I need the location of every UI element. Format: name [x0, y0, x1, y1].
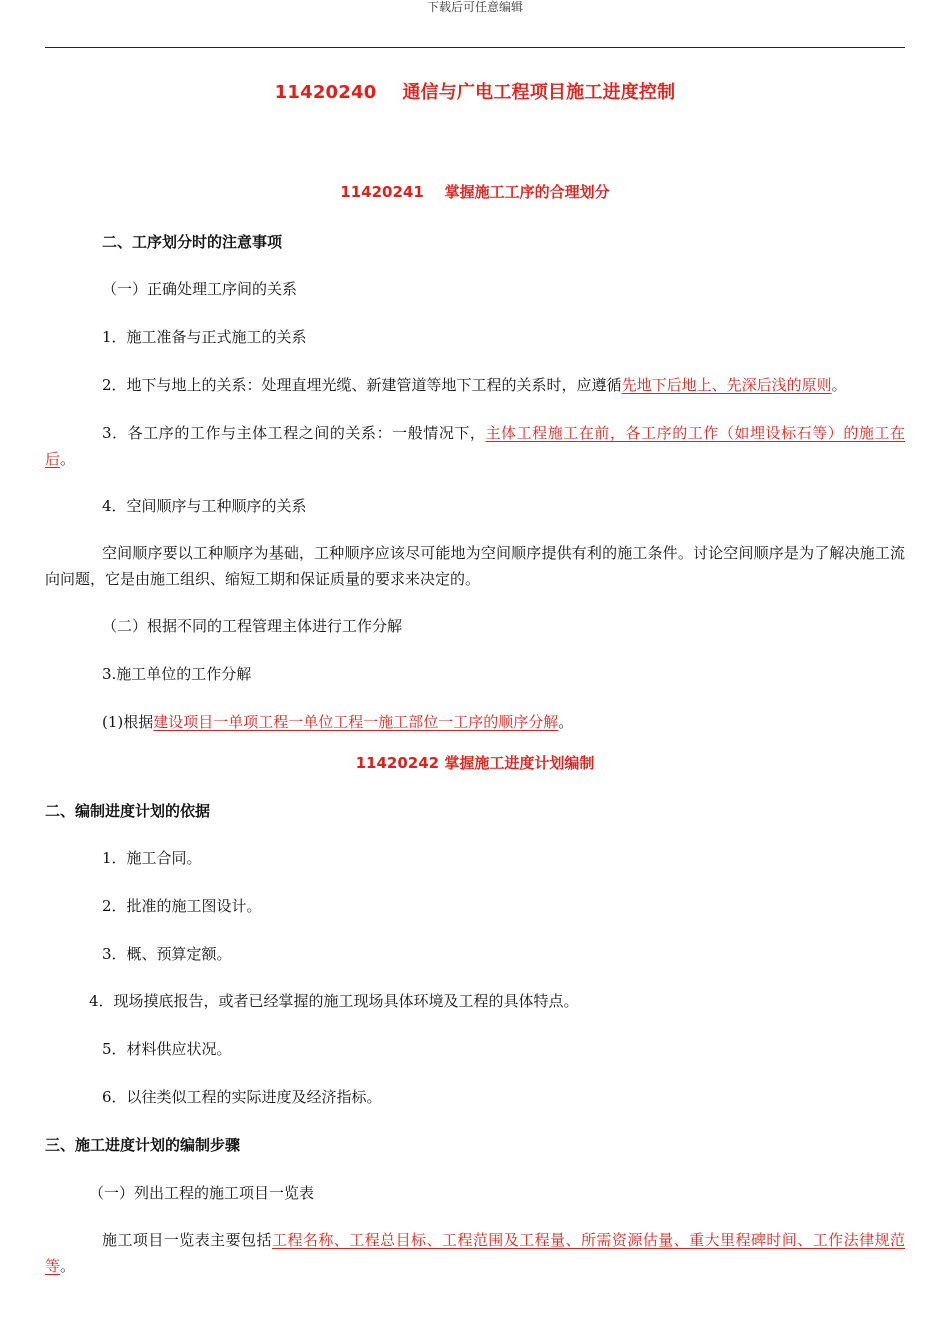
item-decompose-highlight: 建设项目一单项工程一单位工程一施工部位一工序的顺序分解	[153, 713, 559, 731]
subheading-decomposition: （二）根据不同的工程管理主体进行工作分解	[102, 617, 403, 635]
basis-item-2: 2．批准的施工图设计。	[102, 897, 262, 915]
subheading-project-list: （一）列出工程的施工项目一览表	[89, 1184, 315, 1202]
item-4: 4．空间顺序与工种顺序的关系	[102, 497, 307, 515]
item-2-text: 2．地下与地上的关系：处理直埋光缆、新建管道等地下工程的关系时，应遵循	[102, 376, 622, 394]
item-2	[102, 372, 847, 398]
heading-steps: 三、施工进度计划的编制步骤	[45, 1136, 241, 1154]
header-divider	[45, 47, 905, 48]
item-2-end: 。	[831, 376, 847, 394]
subheading-relations: （一）正确处理工序间的关系	[102, 280, 298, 298]
page-header-note: 下载后可任意编辑	[426, 0, 523, 14]
section-title-11420242: 11420242 掌握施工进度计划编制	[355, 754, 595, 772]
basis-item-1: 1．施工合同。	[102, 849, 202, 867]
item-decompose-end: 。	[558, 713, 574, 731]
heading-notes: 二、工序划分时的注意事项	[102, 233, 283, 251]
item-contractor: 3.施工单位的工作分解	[102, 665, 252, 683]
item-3	[45, 420, 905, 472]
document-title: 11420240 通信与广电工程项目施工进度控制	[274, 82, 676, 103]
section-title-11420241: 11420241 掌握施工工序的合理划分	[340, 183, 610, 201]
item-3-highlight: 主体工程施工在前，各工序的工作（如埋设标石等）的施工在后	[45, 424, 906, 468]
item-3-text: 3．各工序的工作与主体工程之间的关系：一般情况下，	[102, 424, 486, 442]
item-decompose-text: (1)根据	[102, 713, 154, 731]
project-list-end: 。	[60, 1257, 76, 1275]
item-1: 1．施工准备与正式施工的关系	[102, 328, 307, 346]
project-list-text: 施工项目一览表主要包括	[102, 1231, 272, 1249]
basis-item-3: 3．概、预算定额。	[102, 945, 232, 963]
heading-basis: 二、编制进度计划的依据	[45, 802, 211, 820]
basis-item-4: 4．现场摸底报告，或者已经掌握的施工现场具体环境及工程的具体特点。	[89, 992, 579, 1010]
item-2-highlight: 先地下后地上、先深后浅的原则	[621, 376, 832, 394]
basis-item-5: 5．材料供应状况。	[102, 1040, 232, 1058]
paragraph-space-order: 空间顺序要以工种顺序为基础，工种顺序应该尽可能地为空间顺序提供有利的施工条件。讨论空间顺序是为了解决施工流向问题，它是由施工组织、缩短工期和保证质量的要求来决定的。	[45, 544, 905, 588]
item-decompose-order	[102, 709, 573, 735]
project-list-highlight: 工程名称、工程总目标、工程范围及工程量、所需资源估量、重大里程碑时间、工作法律规范等	[45, 1231, 905, 1275]
item-3-end: 。	[60, 450, 76, 468]
basis-item-6: 6．以往类似工程的实际进度及经济指标。	[102, 1088, 382, 1106]
paragraph-project-list	[45, 1227, 905, 1279]
